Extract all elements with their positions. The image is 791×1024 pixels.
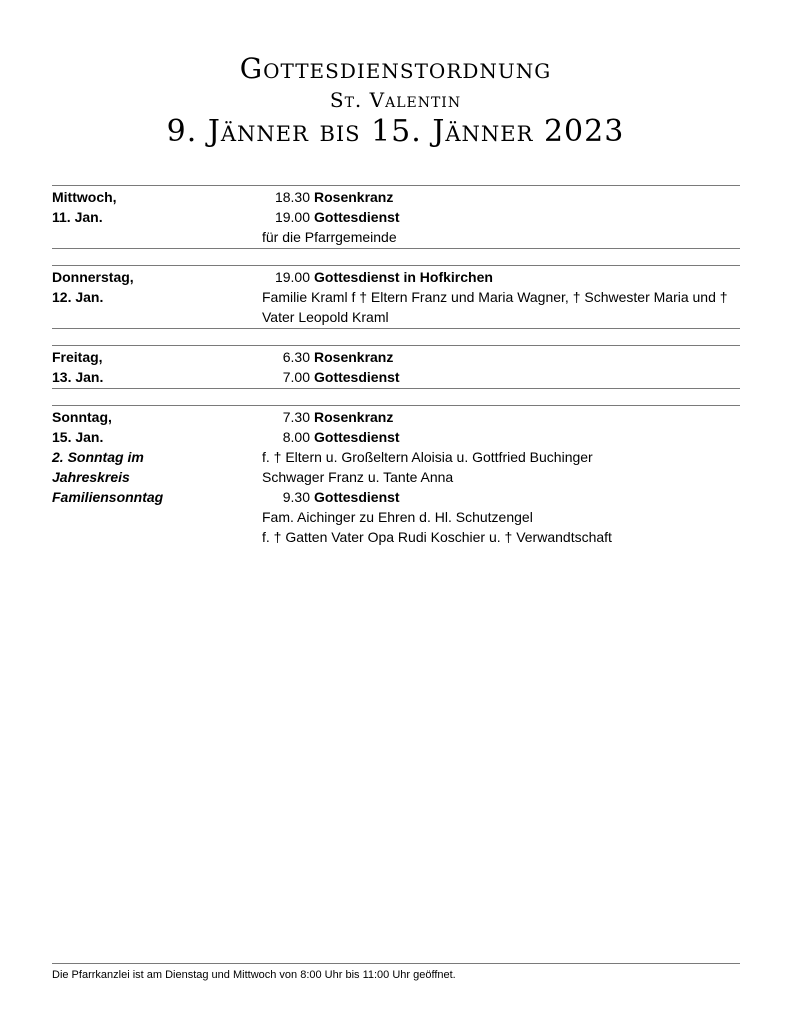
day-note: Familiensonntag	[52, 489, 164, 505]
day-name: Donnerstag,	[52, 269, 134, 285]
service-time: 19.00	[274, 269, 310, 285]
service-time: 6.30	[282, 349, 310, 365]
service-detail: f. † Gatten Vater Opa Rudi Koschier u. † Verwandtschaft	[262, 529, 612, 545]
service-time: 7.30	[282, 409, 310, 425]
day-date: 12. Jan.	[52, 289, 104, 305]
service-detail: f. † Eltern u. Großeltern Aloisia u. Gottfried Buchinger	[262, 449, 593, 465]
service-detail: Fam. Aichinger zu Ehren d. Hl. Schutzengel	[262, 509, 533, 525]
service-time: 7.00	[282, 369, 310, 385]
service-time: 18.30	[274, 189, 310, 205]
day-top-rule	[52, 345, 740, 346]
day-top-rule	[52, 185, 740, 186]
day-top-rule	[52, 265, 740, 266]
day-date: 15. Jan.	[52, 429, 104, 445]
office-hours-footer: Die Pfarrkanzlei ist am Dienstag und Mittwoch von 8:00 Uhr bis 11:00 Uhr geöffnet.	[52, 963, 740, 983]
service-title: Gottesdienst	[314, 369, 400, 385]
service-time: 19.00	[274, 209, 310, 225]
service-title: Gottesdienst	[314, 209, 400, 225]
day-name: Sonntag,	[52, 409, 112, 425]
day-date: 11. Jan.	[52, 209, 103, 225]
day-date: 13. Jan.	[52, 369, 104, 385]
service-detail: für die Pfarrgemeinde	[262, 229, 397, 245]
date-range: 9. Jänner bis 15. Jänner 2023	[166, 114, 625, 149]
day-note: 2. Sonntag im	[52, 449, 144, 465]
day-bottom-rule	[52, 328, 740, 329]
page-title: Gottesdienstordnung	[239, 52, 552, 85]
service-title: Gottesdienst	[314, 429, 400, 445]
service-detail: Familie Kraml f † Eltern Franz und Maria Wagner, † Schwester Maria und †	[262, 289, 728, 305]
service-title: Gottesdienst	[314, 489, 400, 505]
day-note: Jahreskreis	[52, 469, 130, 485]
service-detail: Schwager Franz u. Tante Anna	[262, 469, 454, 485]
service-time: 9.30	[282, 489, 310, 505]
service-title: Rosenkranz	[314, 409, 394, 425]
service-title: Rosenkranz	[314, 349, 394, 365]
service-detail: Vater Leopold Kraml	[262, 309, 389, 325]
service-time: 8.00	[282, 429, 310, 445]
service-title: Rosenkranz	[314, 189, 394, 205]
day-top-rule	[52, 405, 740, 406]
day-bottom-rule	[52, 388, 740, 389]
day-bottom-rule	[52, 248, 740, 249]
parish-name: St. Valentin	[329, 88, 462, 112]
day-name: Freitag,	[52, 349, 103, 365]
service-title: Gottesdienst in Hofkirchen	[314, 269, 493, 285]
day-name: Mittwoch,	[52, 189, 117, 205]
